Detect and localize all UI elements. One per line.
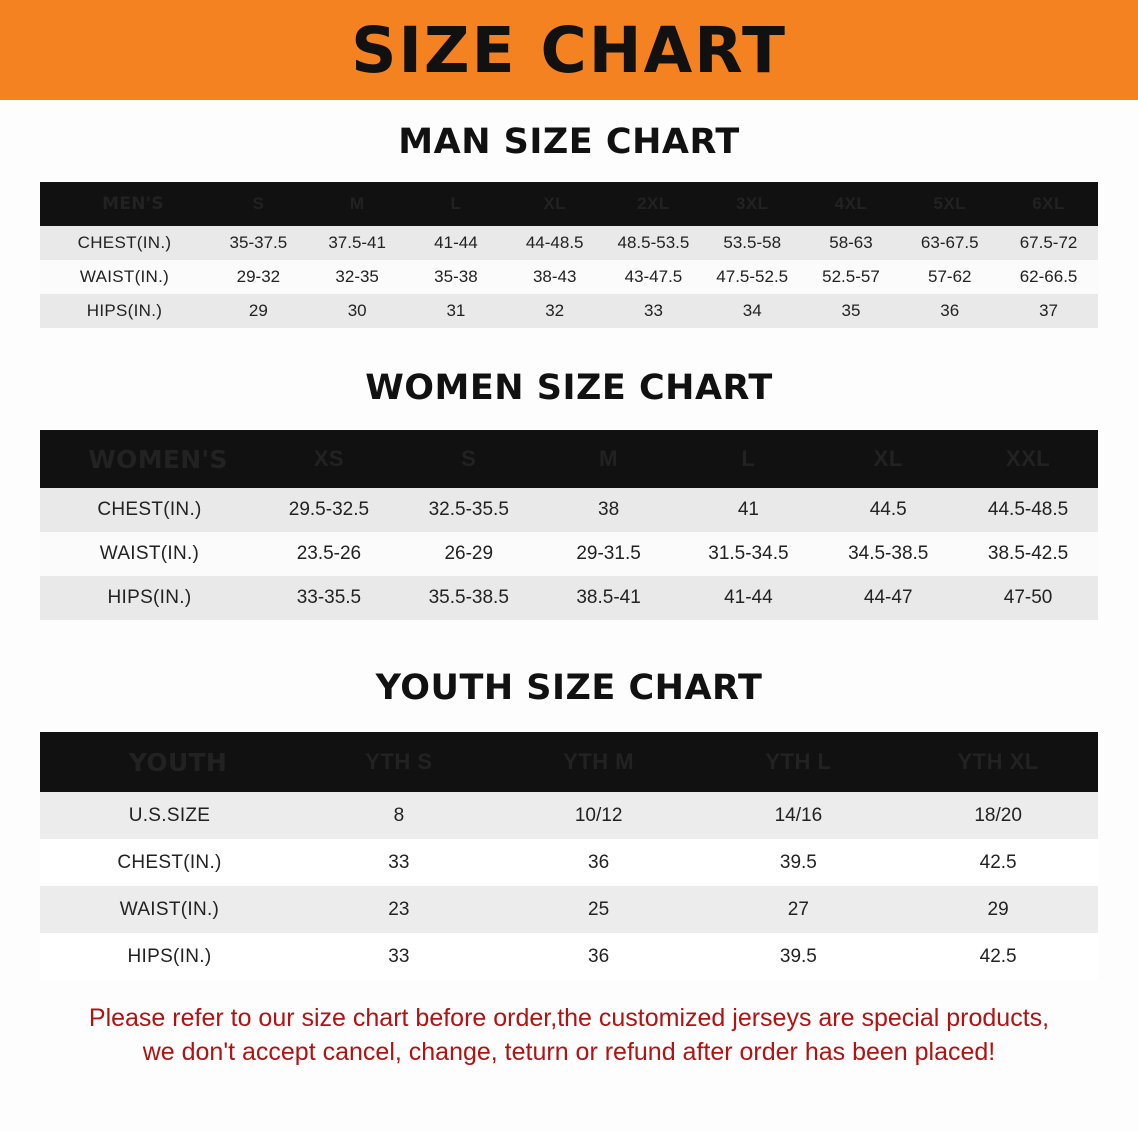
women-cell: 47-50 — [1003, 587, 1053, 608]
youth-cell: 29 — [987, 898, 1009, 920]
men-header-cell: 3XL — [735, 194, 769, 213]
men-cell: 43-47.5 — [624, 267, 683, 286]
man-section-title: MAN SIZE CHART — [398, 122, 740, 162]
youth-size-table — [40, 732, 1098, 980]
men-cell: 35-38 — [434, 267, 478, 286]
youth-header-cell: YTH S — [365, 749, 433, 774]
youth-row-label: WAIST(IN.) — [119, 898, 220, 920]
table-row — [40, 576, 1098, 620]
youth-cell: 27 — [787, 898, 809, 920]
men-cell: 67.5-72 — [1019, 233, 1078, 252]
men-header-cell: 6XL — [1032, 194, 1065, 213]
youth-cell: 14/16 — [774, 804, 823, 826]
youth-section-title: YOUTH SIZE CHART — [375, 668, 763, 708]
youth-row-label: U.S.SIZE — [128, 804, 211, 826]
youth-header-row — [40, 732, 1098, 792]
youth-row-label: HIPS(IN.) — [127, 945, 212, 967]
women-size-table — [40, 430, 1098, 620]
women-section-title: WOMEN SIZE CHART — [365, 368, 773, 408]
men-header-cell: XL — [543, 194, 567, 213]
men-cell: 48.5-53.5 — [617, 233, 690, 252]
table-row — [40, 933, 1098, 980]
table-row — [40, 532, 1098, 576]
women-cell: 41-44 — [724, 587, 773, 608]
youth-cell: 36 — [588, 851, 610, 873]
women-header-row — [40, 430, 1098, 488]
men-cell: 38-43 — [532, 267, 577, 286]
women-cell: 44-47 — [863, 587, 913, 608]
women-cell: 33-35.5 — [296, 587, 362, 608]
men-cell: 47.5-52.5 — [716, 267, 789, 286]
men-header-row — [40, 182, 1098, 226]
youth-cell: 25 — [588, 898, 610, 920]
women-header-cell: XS — [313, 446, 345, 471]
women-cell: 44.5-48.5 — [987, 499, 1069, 520]
youth-header-cell: YOUTH — [128, 747, 228, 777]
men-header-cell: 4XL — [834, 194, 868, 213]
table-row — [40, 226, 1098, 260]
banner-header — [0, 0, 1138, 100]
men-cell: 62-66.5 — [1019, 267, 1078, 286]
women-table-wrap — [0, 430, 1138, 620]
men-cell: 30 — [347, 301, 367, 320]
women-cell: 31.5-34.5 — [708, 543, 789, 564]
youth-cell: 18/20 — [974, 804, 1022, 826]
table-row — [40, 839, 1098, 886]
youth-cell: 33 — [388, 851, 410, 873]
men-header-cell: L — [450, 194, 462, 213]
men-cell: 37 — [1039, 301, 1059, 320]
men-cell: 35-37.5 — [229, 233, 288, 252]
women-cell: 38.5-42.5 — [987, 543, 1069, 564]
men-cell: 29 — [248, 301, 268, 320]
women-row-label: HIPS(IN.) — [107, 587, 192, 608]
youth-cell: 10/12 — [574, 804, 623, 826]
youth-table-wrap — [0, 732, 1138, 980]
disclaimer-line-1: Please refer to our size chart before order,the customized jerseys are special products, — [88, 1004, 1050, 1032]
men-table-body — [40, 182, 1098, 328]
disclaimer-note — [34, 1002, 1104, 1070]
women-row-label: CHEST(IN.) — [97, 499, 202, 520]
women-cell: 34.5-38.5 — [848, 543, 929, 564]
men-cell: 37.5-41 — [328, 233, 386, 252]
women-header-cell: M — [599, 446, 618, 471]
table-row — [40, 294, 1098, 328]
man-table-wrap — [0, 182, 1138, 328]
disclaimer-line-2: we don't accept cancel, change, teturn or refund after order has been placed! — [142, 1037, 996, 1066]
women-cell: 23.5-26 — [296, 543, 362, 564]
men-header-cell: M — [349, 194, 365, 213]
women-header-cell: L — [741, 446, 756, 471]
men-cell: 52.5-57 — [822, 267, 880, 286]
women-cell: 29.5-32.5 — [288, 499, 370, 520]
men-header-cell: S — [252, 194, 265, 213]
men-header-cell: 5XL — [933, 194, 967, 213]
women-header-cell: XXL — [1005, 446, 1051, 471]
women-row-label: WAIST(IN.) — [99, 543, 200, 564]
youth-table-body — [40, 732, 1098, 980]
men-row-label: WAIST(IN.) — [79, 267, 170, 286]
men-cell: 36 — [940, 301, 960, 320]
men-cell: 58-63 — [829, 233, 873, 252]
men-cell: 57-62 — [928, 267, 972, 286]
men-cell: 41-44 — [434, 233, 478, 252]
men-cell: 53.5-58 — [723, 233, 782, 252]
men-cell: 63-67.5 — [920, 233, 979, 252]
youth-cell: 39.5 — [779, 945, 817, 967]
men-size-table — [40, 182, 1098, 328]
women-table-body — [40, 430, 1098, 620]
women-cell: 35.5-38.5 — [428, 587, 509, 608]
youth-cell: 8 — [393, 804, 405, 826]
youth-cell: 39.5 — [779, 851, 817, 873]
women-header-cell: XL — [873, 446, 903, 471]
youth-cell: 33 — [388, 945, 410, 967]
youth-header-cell: YTH XL — [957, 749, 1039, 774]
men-cell: 32 — [545, 301, 565, 320]
men-cell: 32-35 — [335, 267, 379, 286]
men-cell: 34 — [742, 301, 762, 320]
men-cell: 44-48.5 — [525, 233, 584, 252]
men-row-label: HIPS(IN.) — [86, 301, 163, 320]
table-row — [40, 886, 1098, 933]
women-header-cell: WOMEN'S — [88, 444, 228, 474]
youth-cell: 42.5 — [979, 945, 1017, 967]
youth-header-cell: YTH M — [563, 749, 635, 774]
youth-cell: 36 — [588, 945, 610, 967]
men-row-label: CHEST(IN.) — [77, 233, 172, 252]
women-cell: 26-29 — [444, 543, 494, 564]
women-cell: 32.5-35.5 — [428, 499, 509, 520]
men-cell: 33 — [643, 301, 663, 320]
women-cell: 41 — [737, 499, 759, 520]
youth-cell: 23 — [388, 898, 410, 920]
women-cell: 38.5-41 — [576, 587, 641, 608]
youth-row-label: CHEST(IN.) — [117, 851, 222, 873]
table-row — [40, 792, 1098, 839]
youth-header-cell: YTH L — [765, 749, 832, 774]
women-header-cell: S — [461, 446, 477, 471]
women-cell: 38 — [598, 499, 620, 520]
women-cell: 29-31.5 — [576, 543, 641, 564]
women-cell: 44.5 — [869, 499, 907, 520]
table-row — [40, 260, 1098, 294]
men-header-cell: MEN'S — [102, 194, 164, 214]
youth-cell: 42.5 — [979, 851, 1017, 873]
table-row — [40, 488, 1098, 532]
men-cell: 31 — [446, 301, 466, 320]
page-title: SIZE CHART — [351, 13, 787, 87]
men-cell: 29-32 — [236, 267, 281, 286]
men-header-cell: 2XL — [637, 194, 670, 213]
men-cell: 35 — [841, 301, 861, 320]
